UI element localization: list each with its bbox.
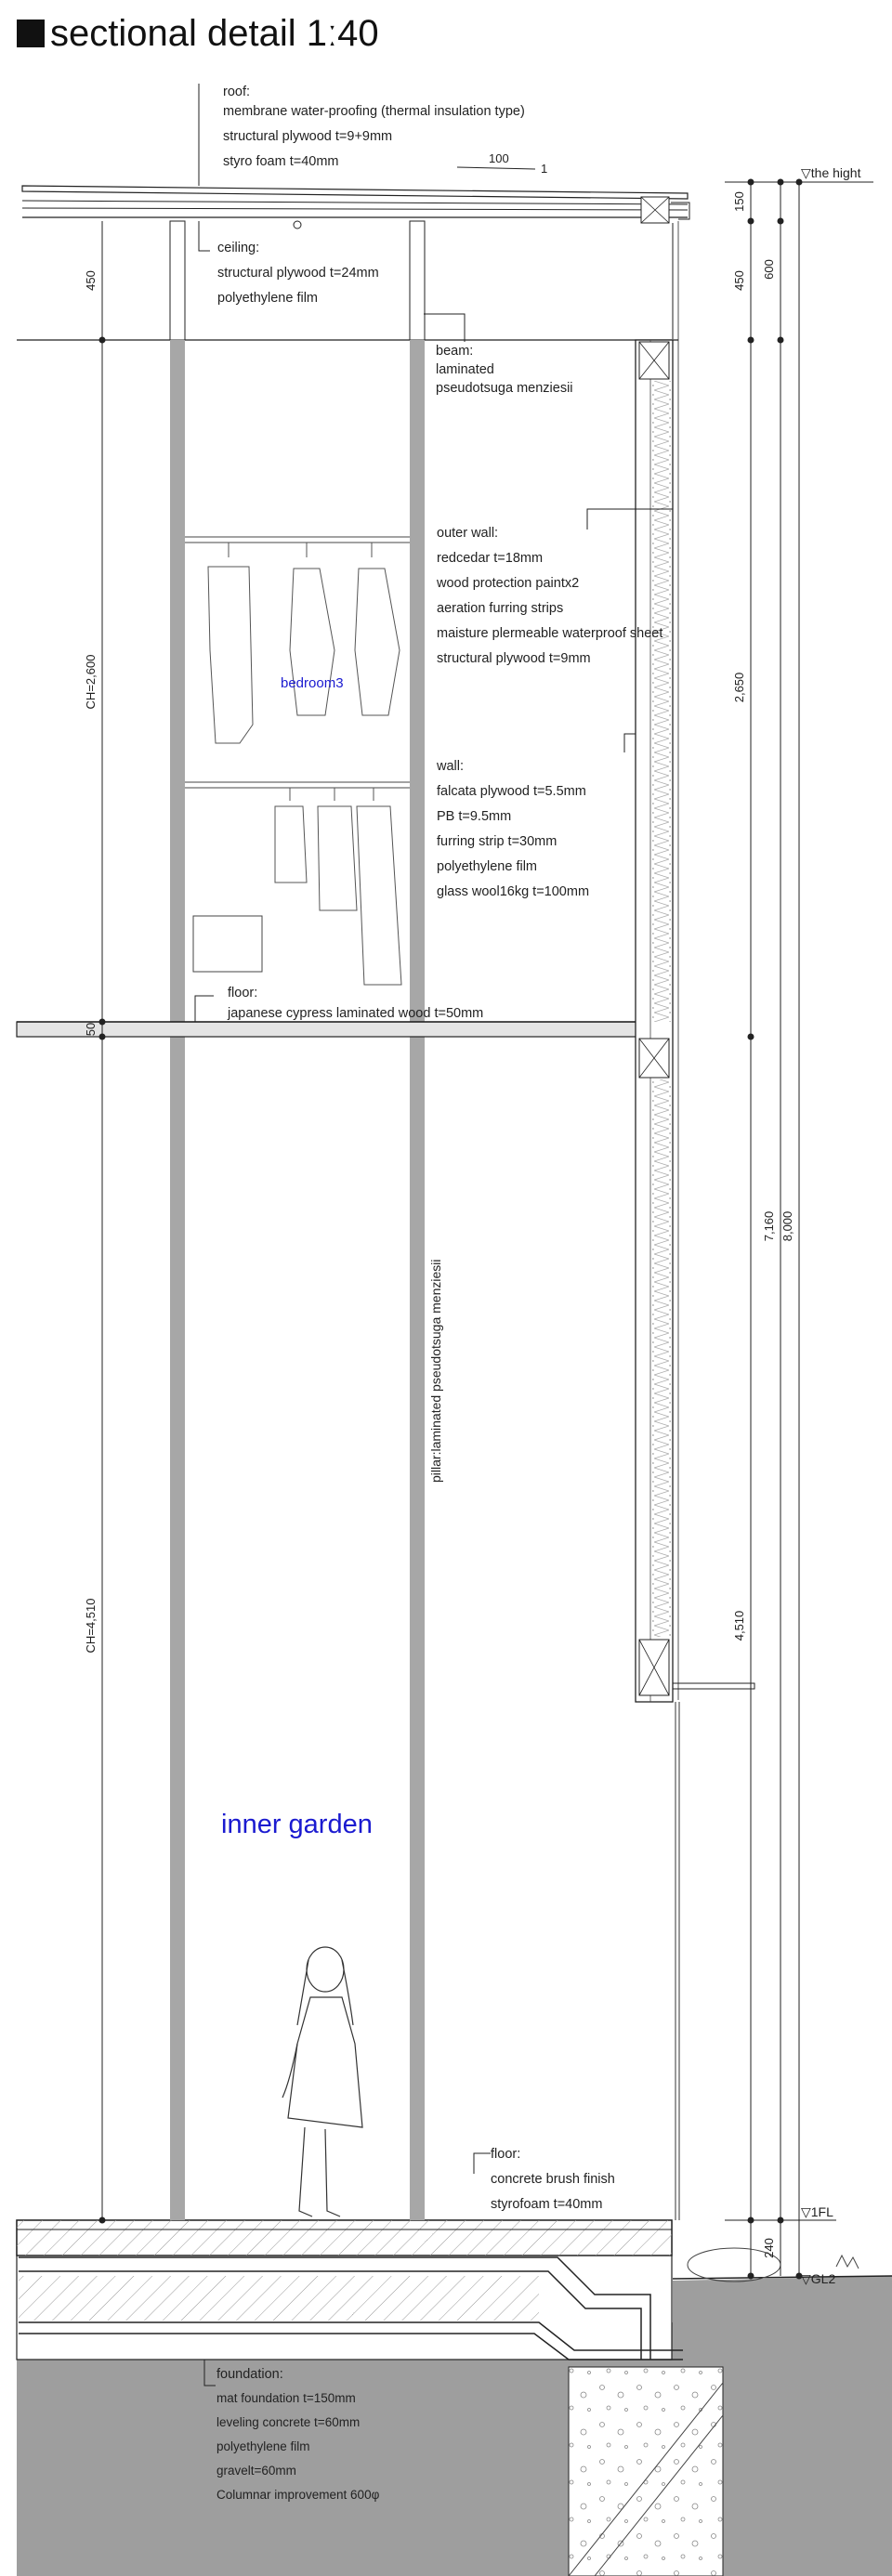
note-outer-wall-head: outer wall: [437, 526, 499, 541]
note-ceiling [217, 236, 379, 311]
note-floor-upper-line: japanese cypress laminated wood t=50mm [228, 1006, 484, 1021]
note-outer-wall-line: maisture plermeable waterproof sheet [437, 626, 663, 641]
note-floor-ground-line: concrete brush finish [491, 2172, 615, 2187]
dim-7160: 7,160 [762, 1210, 776, 1242]
room-label-inner-garden: inner garden [221, 1810, 373, 1839]
note-wall-line: falcata plywood t=5.5mm [437, 784, 586, 799]
note-roof [223, 80, 525, 175]
note-foundation [216, 2362, 379, 2507]
note-beam-head: beam: [436, 344, 474, 359]
note-floor-ground-head: floor: [491, 2147, 521, 2162]
columnar-improvement-pile [569, 2367, 723, 2576]
note-floor-ground [491, 2142, 615, 2217]
dim-upper-ch: CH=2,600 [84, 654, 98, 710]
child-figure [282, 1947, 362, 2216]
note-floor-upper [228, 983, 483, 1024]
left-dimension-line [84, 221, 106, 2224]
note-floor-ground-line: styrofoam t=40mm [491, 2197, 603, 2212]
note-roof-line: styro foam t=40mm [223, 154, 339, 169]
roof-slope-rise: 1 [541, 162, 548, 176]
note-outer-wall-line: structural plywood t=9mm [437, 651, 591, 666]
note-wall-line: glass wool16kg t=100mm [437, 884, 590, 899]
dim-floor-50: 50 [84, 1022, 98, 1037]
dim-ceiling-450: 450 [84, 270, 98, 291]
dim-8000: 8,000 [780, 1210, 794, 1242]
ground-floor-slab [17, 2220, 672, 2256]
note-ceiling-line: polyethylene film [217, 291, 318, 306]
dim-600: 600 [762, 259, 776, 280]
closet-furniture [185, 537, 410, 985]
dim-240: 240 [762, 2238, 776, 2258]
page-title [17, 13, 379, 55]
note-beam-line: laminated [436, 362, 494, 377]
note-foundation-head: foundation: [216, 2367, 283, 2382]
level-top: ▽the hight [801, 165, 861, 180]
note-foundation-line: mat foundation t=150mm [216, 2391, 356, 2405]
note-wall-line: polyethylene film [437, 859, 537, 874]
note-wall-line: PB t=9.5mm [437, 809, 512, 824]
upper-floor-slab [17, 1022, 672, 1037]
note-foundation-line: polyethylene film [216, 2439, 310, 2453]
pillar-label: pillar:laminated pseudotsuga menziesii [428, 1259, 443, 1483]
dim-lower-ch: CH=4,510 [84, 1598, 98, 1654]
pillar-right [410, 340, 425, 2220]
note-foundation-line: leveling concrete t=60mm [216, 2415, 361, 2429]
note-floor-upper-head: floor: [228, 986, 258, 1000]
note-wall [437, 754, 589, 905]
level-1fl: ▽1FL [801, 2204, 833, 2219]
note-beam [436, 342, 573, 398]
level-gl: ▽GL2 [801, 2271, 836, 2286]
note-foundation-line: gravelt=60mm [216, 2464, 296, 2478]
note-outer-wall [437, 521, 662, 672]
note-outer-wall-line: aeration furring strips [437, 601, 564, 616]
note-wall-head: wall: [437, 759, 465, 774]
title-text: sectional detail 1ː40 [50, 13, 379, 54]
note-outer-wall-line: wood protection paintx2 [437, 576, 580, 591]
note-wall-line: furring strip t=30mm [437, 834, 558, 849]
note-roof-line: membrane water-proofing (thermal insulation type) [223, 104, 525, 119]
roof-assembly [22, 186, 689, 1700]
roof-slope-run: 100 [489, 151, 509, 165]
title-square-icon [17, 20, 45, 47]
leader-lines [195, 84, 673, 2386]
pillar-left [170, 340, 185, 2220]
dim-4510: 4,510 [732, 1610, 746, 1641]
room-label-bedroom: bedroom3 [281, 675, 344, 691]
dim-150: 150 [732, 191, 746, 212]
note-ceiling-head: ceiling: [217, 241, 260, 255]
dim-450: 450 [732, 270, 746, 291]
note-roof-head: roof: [223, 85, 251, 99]
note-beam-line: pseudotsuga menziesii [436, 381, 573, 396]
note-roof-line: structural plywood t=9+9mm [223, 129, 393, 144]
note-ceiling-line: structural plywood t=24mm [217, 266, 379, 281]
dim-2650: 2,650 [732, 672, 746, 703]
note-foundation-line: Columnar improvement 600φ [216, 2488, 380, 2502]
note-outer-wall-line: redcedar t=18mm [437, 551, 544, 566]
right-dimension-lines [725, 165, 873, 2286]
